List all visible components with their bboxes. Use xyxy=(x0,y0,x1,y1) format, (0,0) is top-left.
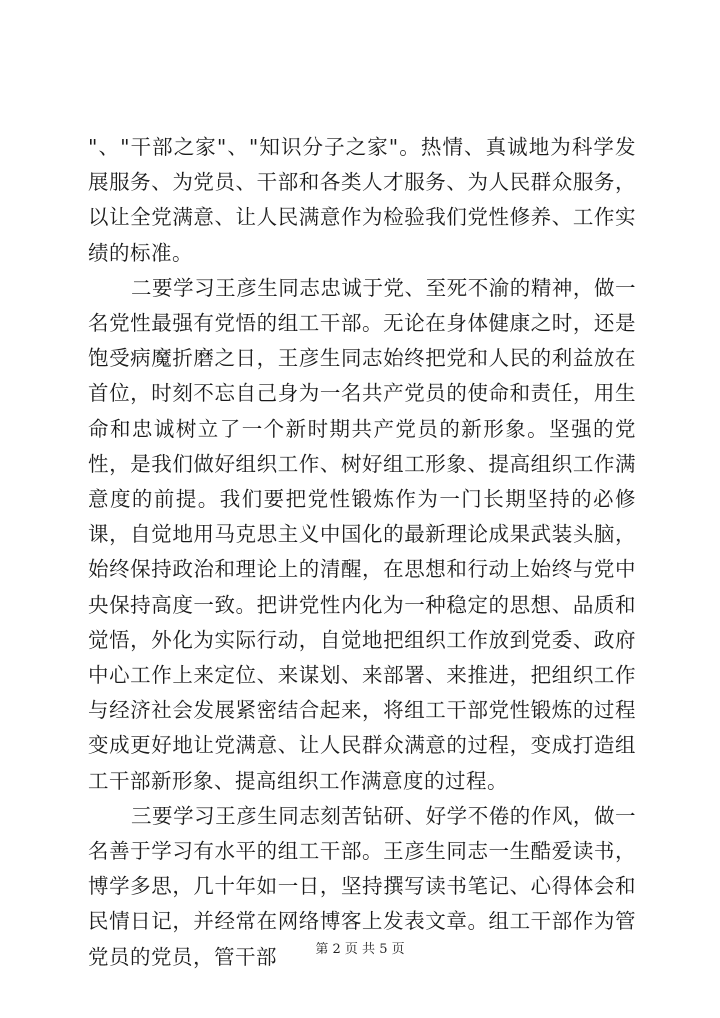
page-number-label: 第 2 页 共 5 页 xyxy=(315,942,405,957)
paragraph-2: 二要学习王彦生同志忠诚于党、至死不渝的精神，做一名党性最强有党悟的组工干部。无论在身体健康之时，还是饱受病魔折磨之日，王彦生同志始终把党和人民的利益放在首位，时刻不忘自己身为一名共产党员的使命和责任，用生命和忠诚树立了一个新时期共产党员的新形象。坚强的党性，是我们做好组织工作、树好组工形象、提高组织工作满意度的前提。我们要把党性锻炼作为一门长期坚持的必修课，自觉地用马克思主义中国化的最新理论成果武装头脑，始终保持政治和理论上的清醒，在思想和行动上始终与党中央保持高度一致。把讲党性内化为一种稳定的思想、品质和觉悟，外化为实际行动，自觉地把组织工作放到党委、政府中心工作上来定位、来谋划、来部署、来推进，把组织工作与经济社会发展紧密结合起来，将组工干部党性锻炼的过程变成更好地让党满意、让人民群众满意的过程，变成打造组工干部新形象、提高组织工作满意度的过程。 xyxy=(88,275,636,793)
document-body xyxy=(88,130,636,975)
paragraph-1: "、"干部之家"、"知识分子之家"。热情、真诚地为科学发展服务、为党员、干部和各类人才服务、为人民群众服务，以让全党满意、让人民满意作为检验我们党性修养、工作实绩的标准。 xyxy=(88,135,636,265)
page-footer xyxy=(0,938,720,957)
paragraph-3: 三要学习王彦生同志刻苦钻研、好学不倦的作风，做一名善于学习有水平的组工干部。王彦生同志一生酷爱读书，博学多思，几十年如一日，坚持撰写读书笔记、心得体会和民情日记，并经常在网络博客上发表文章。组工干部作为管党员的党员，管干部 xyxy=(88,803,636,969)
